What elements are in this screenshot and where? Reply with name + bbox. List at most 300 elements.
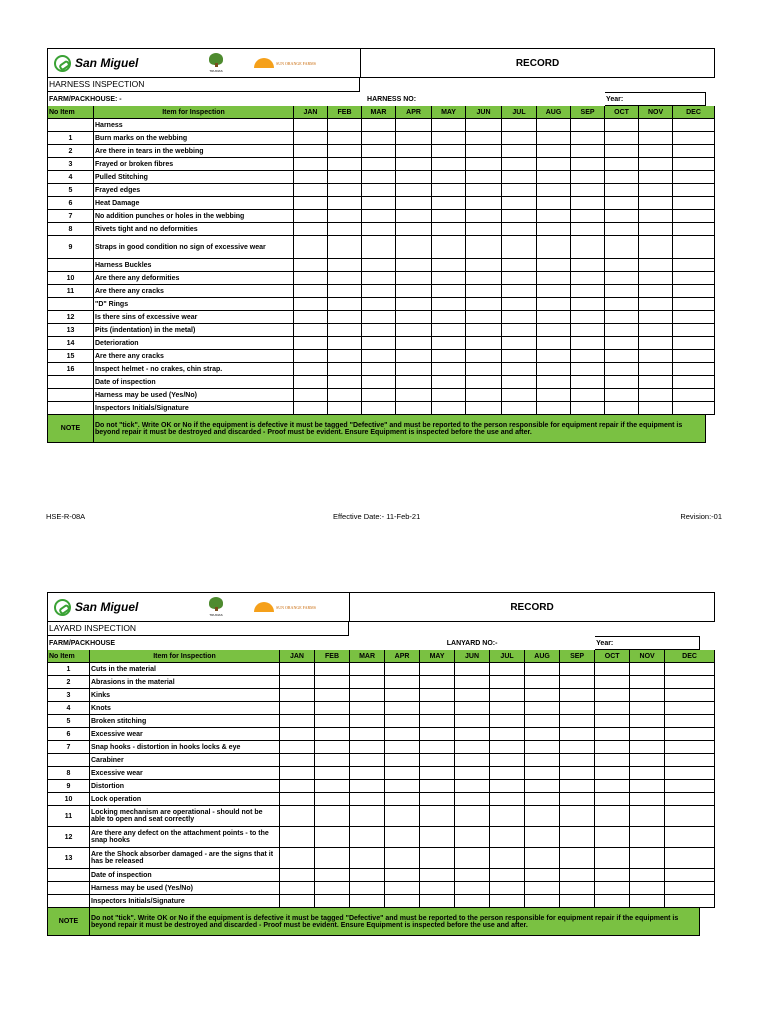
- month-cell-nov[interactable]: [639, 363, 673, 376]
- month-cell-aug[interactable]: [537, 145, 571, 158]
- month-cell-may[interactable]: [432, 298, 466, 311]
- month-cell-aug[interactable]: [537, 363, 571, 376]
- month-cell-aug[interactable]: [537, 210, 571, 223]
- month-cell-apr[interactable]: [396, 259, 432, 272]
- month-cell-sep[interactable]: [560, 869, 595, 882]
- month-cell-feb[interactable]: [328, 158, 362, 171]
- month-cell-oct[interactable]: [605, 376, 639, 389]
- month-cell-jul[interactable]: [502, 236, 537, 259]
- month-cell-oct[interactable]: [595, 869, 630, 882]
- month-cell-oct[interactable]: [595, 767, 630, 780]
- month-cell-mar[interactable]: [362, 259, 396, 272]
- month-cell-apr[interactable]: [396, 197, 432, 210]
- month-cell-oct[interactable]: [605, 402, 639, 415]
- month-cell-jan[interactable]: [280, 676, 315, 689]
- month-cell-jan[interactable]: [280, 806, 315, 827]
- month-cell-aug[interactable]: [537, 311, 571, 324]
- month-cell-sep[interactable]: [560, 806, 595, 827]
- month-cell-dec[interactable]: [673, 285, 715, 298]
- month-cell-may[interactable]: [420, 702, 455, 715]
- month-cell-apr[interactable]: [396, 389, 432, 402]
- month-cell-jul[interactable]: [502, 363, 537, 376]
- month-cell-sep[interactable]: [571, 197, 605, 210]
- month-cell-aug[interactable]: [537, 184, 571, 197]
- month-cell-apr[interactable]: [385, 806, 420, 827]
- month-cell-apr[interactable]: [396, 285, 432, 298]
- month-cell-mar[interactable]: [362, 119, 396, 132]
- month-cell-feb[interactable]: [328, 259, 362, 272]
- month-cell-jun[interactable]: [466, 184, 502, 197]
- month-cell-apr[interactable]: [385, 663, 420, 676]
- month-cell-jul[interactable]: [502, 145, 537, 158]
- month-cell-aug[interactable]: [537, 402, 571, 415]
- month-cell-jun[interactable]: [466, 311, 502, 324]
- month-cell-jun[interactable]: [466, 376, 502, 389]
- month-cell-jul[interactable]: [490, 848, 525, 869]
- month-cell-jan[interactable]: [280, 780, 315, 793]
- month-cell-feb[interactable]: [328, 311, 362, 324]
- month-cell-jan[interactable]: [280, 793, 315, 806]
- month-cell-sep[interactable]: [560, 728, 595, 741]
- month-cell-apr[interactable]: [385, 702, 420, 715]
- month-cell-sep[interactable]: [571, 298, 605, 311]
- month-cell-nov[interactable]: [639, 285, 673, 298]
- month-cell-oct[interactable]: [595, 848, 630, 869]
- month-cell-apr[interactable]: [396, 363, 432, 376]
- month-cell-feb[interactable]: [328, 132, 362, 145]
- month-cell-apr[interactable]: [385, 754, 420, 767]
- month-cell-may[interactable]: [432, 324, 466, 337]
- month-cell-mar[interactable]: [362, 363, 396, 376]
- month-cell-jun[interactable]: [455, 741, 490, 754]
- month-cell-may[interactable]: [432, 184, 466, 197]
- month-cell-feb[interactable]: [328, 119, 362, 132]
- month-cell-may[interactable]: [420, 689, 455, 702]
- month-cell-jul[interactable]: [490, 728, 525, 741]
- month-cell-aug[interactable]: [525, 689, 560, 702]
- month-cell-mar[interactable]: [350, 715, 385, 728]
- month-cell-jan[interactable]: [294, 376, 328, 389]
- month-cell-oct[interactable]: [605, 324, 639, 337]
- month-cell-sep[interactable]: [560, 741, 595, 754]
- month-cell-oct[interactable]: [595, 827, 630, 848]
- month-cell-feb[interactable]: [328, 389, 362, 402]
- month-cell-mar[interactable]: [350, 663, 385, 676]
- month-cell-sep[interactable]: [571, 285, 605, 298]
- month-cell-jan[interactable]: [280, 767, 315, 780]
- month-cell-jun[interactable]: [466, 402, 502, 415]
- month-cell-oct[interactable]: [605, 272, 639, 285]
- month-cell-apr[interactable]: [385, 676, 420, 689]
- month-cell-jan[interactable]: [294, 184, 328, 197]
- month-cell-dec[interactable]: [665, 702, 715, 715]
- month-cell-mar[interactable]: [350, 895, 385, 908]
- month-cell-apr[interactable]: [385, 715, 420, 728]
- month-cell-feb[interactable]: [315, 767, 350, 780]
- month-cell-feb[interactable]: [315, 702, 350, 715]
- month-cell-jul[interactable]: [502, 119, 537, 132]
- month-cell-aug[interactable]: [525, 780, 560, 793]
- month-cell-dec[interactable]: [673, 389, 715, 402]
- month-cell-jul[interactable]: [502, 272, 537, 285]
- harness-no-label[interactable]: HARNESS NO:: [367, 95, 417, 103]
- month-cell-mar[interactable]: [350, 793, 385, 806]
- month-cell-jan[interactable]: [294, 210, 328, 223]
- month-cell-jan[interactable]: [280, 882, 315, 895]
- month-cell-oct[interactable]: [605, 337, 639, 350]
- month-cell-apr[interactable]: [396, 158, 432, 171]
- month-cell-jan[interactable]: [294, 223, 328, 236]
- month-cell-jan[interactable]: [280, 728, 315, 741]
- month-cell-dec[interactable]: [673, 259, 715, 272]
- month-cell-jun[interactable]: [455, 767, 490, 780]
- month-cell-jan[interactable]: [294, 350, 328, 363]
- month-cell-mar[interactable]: [350, 827, 385, 848]
- month-cell-mar[interactable]: [362, 337, 396, 350]
- month-cell-dec[interactable]: [665, 848, 715, 869]
- month-cell-nov[interactable]: [639, 197, 673, 210]
- month-cell-aug[interactable]: [537, 197, 571, 210]
- month-cell-dec[interactable]: [673, 337, 715, 350]
- month-cell-nov[interactable]: [630, 827, 665, 848]
- month-cell-dec[interactable]: [673, 350, 715, 363]
- month-cell-sep[interactable]: [571, 236, 605, 259]
- month-cell-oct[interactable]: [595, 741, 630, 754]
- month-cell-jul[interactable]: [502, 197, 537, 210]
- month-cell-jul[interactable]: [502, 171, 537, 184]
- lanyard-no-label[interactable]: LANYARD NO:-: [446, 639, 498, 647]
- month-cell-jul[interactable]: [502, 337, 537, 350]
- month-cell-oct[interactable]: [605, 223, 639, 236]
- month-cell-mar[interactable]: [362, 350, 396, 363]
- month-cell-aug[interactable]: [537, 337, 571, 350]
- month-cell-nov[interactable]: [639, 350, 673, 363]
- month-cell-aug[interactable]: [525, 715, 560, 728]
- month-cell-apr[interactable]: [385, 895, 420, 908]
- month-cell-feb[interactable]: [315, 663, 350, 676]
- month-cell-aug[interactable]: [537, 223, 571, 236]
- month-cell-dec[interactable]: [665, 827, 715, 848]
- month-cell-mar[interactable]: [362, 158, 396, 171]
- month-cell-apr[interactable]: [385, 780, 420, 793]
- month-cell-jun[interactable]: [466, 171, 502, 184]
- month-cell-oct[interactable]: [595, 895, 630, 908]
- month-cell-jul[interactable]: [490, 741, 525, 754]
- month-cell-oct[interactable]: [605, 171, 639, 184]
- month-cell-jun[interactable]: [455, 806, 490, 827]
- month-cell-sep[interactable]: [560, 767, 595, 780]
- month-cell-apr[interactable]: [396, 171, 432, 184]
- month-cell-sep[interactable]: [571, 324, 605, 337]
- month-cell-apr[interactable]: [385, 728, 420, 741]
- month-cell-dec[interactable]: [673, 324, 715, 337]
- month-cell-jun[interactable]: [466, 337, 502, 350]
- month-cell-feb[interactable]: [328, 184, 362, 197]
- month-cell-nov[interactable]: [639, 158, 673, 171]
- month-cell-apr[interactable]: [396, 119, 432, 132]
- month-cell-may[interactable]: [420, 882, 455, 895]
- month-cell-apr[interactable]: [396, 272, 432, 285]
- month-cell-may[interactable]: [432, 158, 466, 171]
- month-cell-sep[interactable]: [571, 119, 605, 132]
- month-cell-nov[interactable]: [639, 145, 673, 158]
- month-cell-mar[interactable]: [362, 285, 396, 298]
- month-cell-mar[interactable]: [362, 376, 396, 389]
- month-cell-feb[interactable]: [315, 780, 350, 793]
- month-cell-sep[interactable]: [571, 223, 605, 236]
- month-cell-sep[interactable]: [560, 715, 595, 728]
- month-cell-sep[interactable]: [560, 895, 595, 908]
- month-cell-sep[interactable]: [571, 158, 605, 171]
- month-cell-aug[interactable]: [537, 324, 571, 337]
- month-cell-nov[interactable]: [639, 236, 673, 259]
- month-cell-apr[interactable]: [396, 132, 432, 145]
- month-cell-aug[interactable]: [525, 676, 560, 689]
- month-cell-jun[interactable]: [455, 663, 490, 676]
- month-cell-mar[interactable]: [350, 780, 385, 793]
- month-cell-oct[interactable]: [605, 363, 639, 376]
- month-cell-jul[interactable]: [490, 869, 525, 882]
- month-cell-feb[interactable]: [328, 324, 362, 337]
- month-cell-dec[interactable]: [665, 793, 715, 806]
- month-cell-nov[interactable]: [639, 402, 673, 415]
- month-cell-apr[interactable]: [385, 741, 420, 754]
- month-cell-jun[interactable]: [455, 715, 490, 728]
- month-cell-dec[interactable]: [673, 171, 715, 184]
- month-cell-dec[interactable]: [673, 272, 715, 285]
- month-cell-feb[interactable]: [315, 754, 350, 767]
- month-cell-feb[interactable]: [328, 272, 362, 285]
- month-cell-jan[interactable]: [280, 827, 315, 848]
- month-cell-jul[interactable]: [490, 882, 525, 895]
- month-cell-feb[interactable]: [315, 741, 350, 754]
- month-cell-apr[interactable]: [396, 376, 432, 389]
- month-cell-jan[interactable]: [294, 119, 328, 132]
- month-cell-apr[interactable]: [396, 184, 432, 197]
- month-cell-sep[interactable]: [560, 702, 595, 715]
- month-cell-may[interactable]: [420, 741, 455, 754]
- month-cell-dec[interactable]: [673, 184, 715, 197]
- month-cell-sep[interactable]: [560, 793, 595, 806]
- month-cell-feb[interactable]: [315, 827, 350, 848]
- month-cell-jul[interactable]: [502, 259, 537, 272]
- month-cell-feb[interactable]: [328, 337, 362, 350]
- month-cell-jan[interactable]: [294, 337, 328, 350]
- month-cell-aug[interactable]: [525, 869, 560, 882]
- month-cell-dec[interactable]: [673, 311, 715, 324]
- month-cell-jun[interactable]: [466, 298, 502, 311]
- month-cell-feb[interactable]: [328, 363, 362, 376]
- month-cell-aug[interactable]: [525, 895, 560, 908]
- month-cell-feb[interactable]: [315, 676, 350, 689]
- month-cell-dec[interactable]: [665, 806, 715, 827]
- month-cell-mar[interactable]: [362, 272, 396, 285]
- month-cell-aug[interactable]: [537, 259, 571, 272]
- month-cell-mar[interactable]: [350, 676, 385, 689]
- month-cell-feb[interactable]: [328, 402, 362, 415]
- month-cell-sep[interactable]: [571, 376, 605, 389]
- month-cell-mar[interactable]: [350, 869, 385, 882]
- month-cell-may[interactable]: [432, 311, 466, 324]
- month-cell-oct[interactable]: [605, 145, 639, 158]
- month-cell-mar[interactable]: [350, 754, 385, 767]
- month-cell-jul[interactable]: [502, 210, 537, 223]
- month-cell-nov[interactable]: [630, 689, 665, 702]
- month-cell-apr[interactable]: [396, 350, 432, 363]
- month-cell-may[interactable]: [420, 715, 455, 728]
- month-cell-sep[interactable]: [571, 132, 605, 145]
- month-cell-aug[interactable]: [537, 132, 571, 145]
- month-cell-sep[interactable]: [560, 676, 595, 689]
- month-cell-jul[interactable]: [490, 827, 525, 848]
- month-cell-jun[interactable]: [455, 676, 490, 689]
- month-cell-apr[interactable]: [396, 324, 432, 337]
- month-cell-jan[interactable]: [294, 132, 328, 145]
- month-cell-aug[interactable]: [537, 158, 571, 171]
- month-cell-jun[interactable]: [455, 754, 490, 767]
- month-cell-dec[interactable]: [665, 715, 715, 728]
- month-cell-nov[interactable]: [639, 311, 673, 324]
- month-cell-dec[interactable]: [673, 298, 715, 311]
- month-cell-dec[interactable]: [673, 158, 715, 171]
- month-cell-may[interactable]: [432, 210, 466, 223]
- month-cell-jan[interactable]: [280, 663, 315, 676]
- month-cell-feb[interactable]: [315, 848, 350, 869]
- month-cell-nov[interactable]: [630, 663, 665, 676]
- month-cell-nov[interactable]: [639, 119, 673, 132]
- month-cell-jul[interactable]: [502, 158, 537, 171]
- month-cell-feb[interactable]: [328, 350, 362, 363]
- month-cell-aug[interactable]: [525, 741, 560, 754]
- month-cell-mar[interactable]: [362, 298, 396, 311]
- month-cell-apr[interactable]: [396, 298, 432, 311]
- month-cell-dec[interactable]: [673, 119, 715, 132]
- month-cell-nov[interactable]: [639, 376, 673, 389]
- month-cell-nov[interactable]: [630, 895, 665, 908]
- month-cell-oct[interactable]: [595, 793, 630, 806]
- month-cell-nov[interactable]: [639, 184, 673, 197]
- month-cell-oct[interactable]: [595, 663, 630, 676]
- month-cell-jan[interactable]: [280, 754, 315, 767]
- month-cell-may[interactable]: [420, 728, 455, 741]
- month-cell-jun[interactable]: [455, 895, 490, 908]
- month-cell-jun[interactable]: [455, 702, 490, 715]
- month-cell-oct[interactable]: [605, 298, 639, 311]
- month-cell-oct[interactable]: [605, 197, 639, 210]
- month-cell-jul[interactable]: [502, 376, 537, 389]
- month-cell-oct[interactable]: [595, 882, 630, 895]
- month-cell-apr[interactable]: [385, 848, 420, 869]
- month-cell-oct[interactable]: [595, 806, 630, 827]
- month-cell-jan[interactable]: [294, 272, 328, 285]
- month-cell-jun[interactable]: [466, 197, 502, 210]
- month-cell-sep[interactable]: [560, 882, 595, 895]
- month-cell-dec[interactable]: [673, 197, 715, 210]
- month-cell-feb[interactable]: [315, 882, 350, 895]
- month-cell-nov[interactable]: [639, 210, 673, 223]
- month-cell-jun[interactable]: [455, 848, 490, 869]
- month-cell-sep[interactable]: [560, 827, 595, 848]
- month-cell-mar[interactable]: [350, 767, 385, 780]
- month-cell-jul[interactable]: [490, 806, 525, 827]
- month-cell-may[interactable]: [420, 895, 455, 908]
- month-cell-dec[interactable]: [665, 869, 715, 882]
- month-cell-may[interactable]: [432, 350, 466, 363]
- month-cell-sep[interactable]: [560, 689, 595, 702]
- month-cell-jul[interactable]: [502, 132, 537, 145]
- month-cell-mar[interactable]: [362, 311, 396, 324]
- month-cell-oct[interactable]: [605, 158, 639, 171]
- month-cell-jun[interactable]: [466, 389, 502, 402]
- month-cell-nov[interactable]: [630, 741, 665, 754]
- month-cell-jul[interactable]: [502, 402, 537, 415]
- month-cell-may[interactable]: [432, 223, 466, 236]
- month-cell-feb[interactable]: [315, 895, 350, 908]
- month-cell-nov[interactable]: [630, 806, 665, 827]
- month-cell-oct[interactable]: [595, 689, 630, 702]
- month-cell-mar[interactable]: [362, 389, 396, 402]
- month-cell-may[interactable]: [432, 376, 466, 389]
- month-cell-may[interactable]: [432, 259, 466, 272]
- month-cell-jul[interactable]: [490, 754, 525, 767]
- month-cell-dec[interactable]: [665, 689, 715, 702]
- month-cell-feb[interactable]: [328, 223, 362, 236]
- month-cell-mar[interactable]: [362, 171, 396, 184]
- month-cell-jun[interactable]: [466, 158, 502, 171]
- month-cell-sep[interactable]: [560, 780, 595, 793]
- month-cell-may[interactable]: [432, 272, 466, 285]
- month-cell-may[interactable]: [420, 827, 455, 848]
- month-cell-oct[interactable]: [605, 210, 639, 223]
- month-cell-jan[interactable]: [280, 715, 315, 728]
- month-cell-feb[interactable]: [315, 806, 350, 827]
- month-cell-nov[interactable]: [630, 767, 665, 780]
- month-cell-apr[interactable]: [396, 236, 432, 259]
- month-cell-dec[interactable]: [665, 767, 715, 780]
- month-cell-dec[interactable]: [673, 363, 715, 376]
- month-cell-sep[interactable]: [571, 184, 605, 197]
- month-cell-aug[interactable]: [537, 350, 571, 363]
- month-cell-aug[interactable]: [525, 754, 560, 767]
- month-cell-oct[interactable]: [605, 285, 639, 298]
- month-cell-aug[interactable]: [537, 285, 571, 298]
- month-cell-jun[interactable]: [466, 223, 502, 236]
- month-cell-nov[interactable]: [639, 272, 673, 285]
- month-cell-sep[interactable]: [571, 259, 605, 272]
- month-cell-dec[interactable]: [665, 741, 715, 754]
- month-cell-may[interactable]: [432, 171, 466, 184]
- month-cell-oct[interactable]: [605, 259, 639, 272]
- month-cell-feb[interactable]: [328, 210, 362, 223]
- month-cell-aug[interactable]: [525, 827, 560, 848]
- month-cell-nov[interactable]: [630, 702, 665, 715]
- month-cell-nov[interactable]: [639, 132, 673, 145]
- month-cell-sep[interactable]: [560, 754, 595, 767]
- month-cell-jan[interactable]: [294, 236, 328, 259]
- month-cell-jun[interactable]: [466, 259, 502, 272]
- month-cell-feb[interactable]: [328, 285, 362, 298]
- month-cell-jan[interactable]: [280, 702, 315, 715]
- month-cell-nov[interactable]: [630, 869, 665, 882]
- month-cell-may[interactable]: [420, 663, 455, 676]
- month-cell-sep[interactable]: [571, 350, 605, 363]
- month-cell-jul[interactable]: [490, 676, 525, 689]
- month-cell-jan[interactable]: [280, 689, 315, 702]
- month-cell-jun[interactable]: [455, 780, 490, 793]
- month-cell-dec[interactable]: [673, 145, 715, 158]
- month-cell-jan[interactable]: [294, 171, 328, 184]
- month-cell-apr[interactable]: [385, 882, 420, 895]
